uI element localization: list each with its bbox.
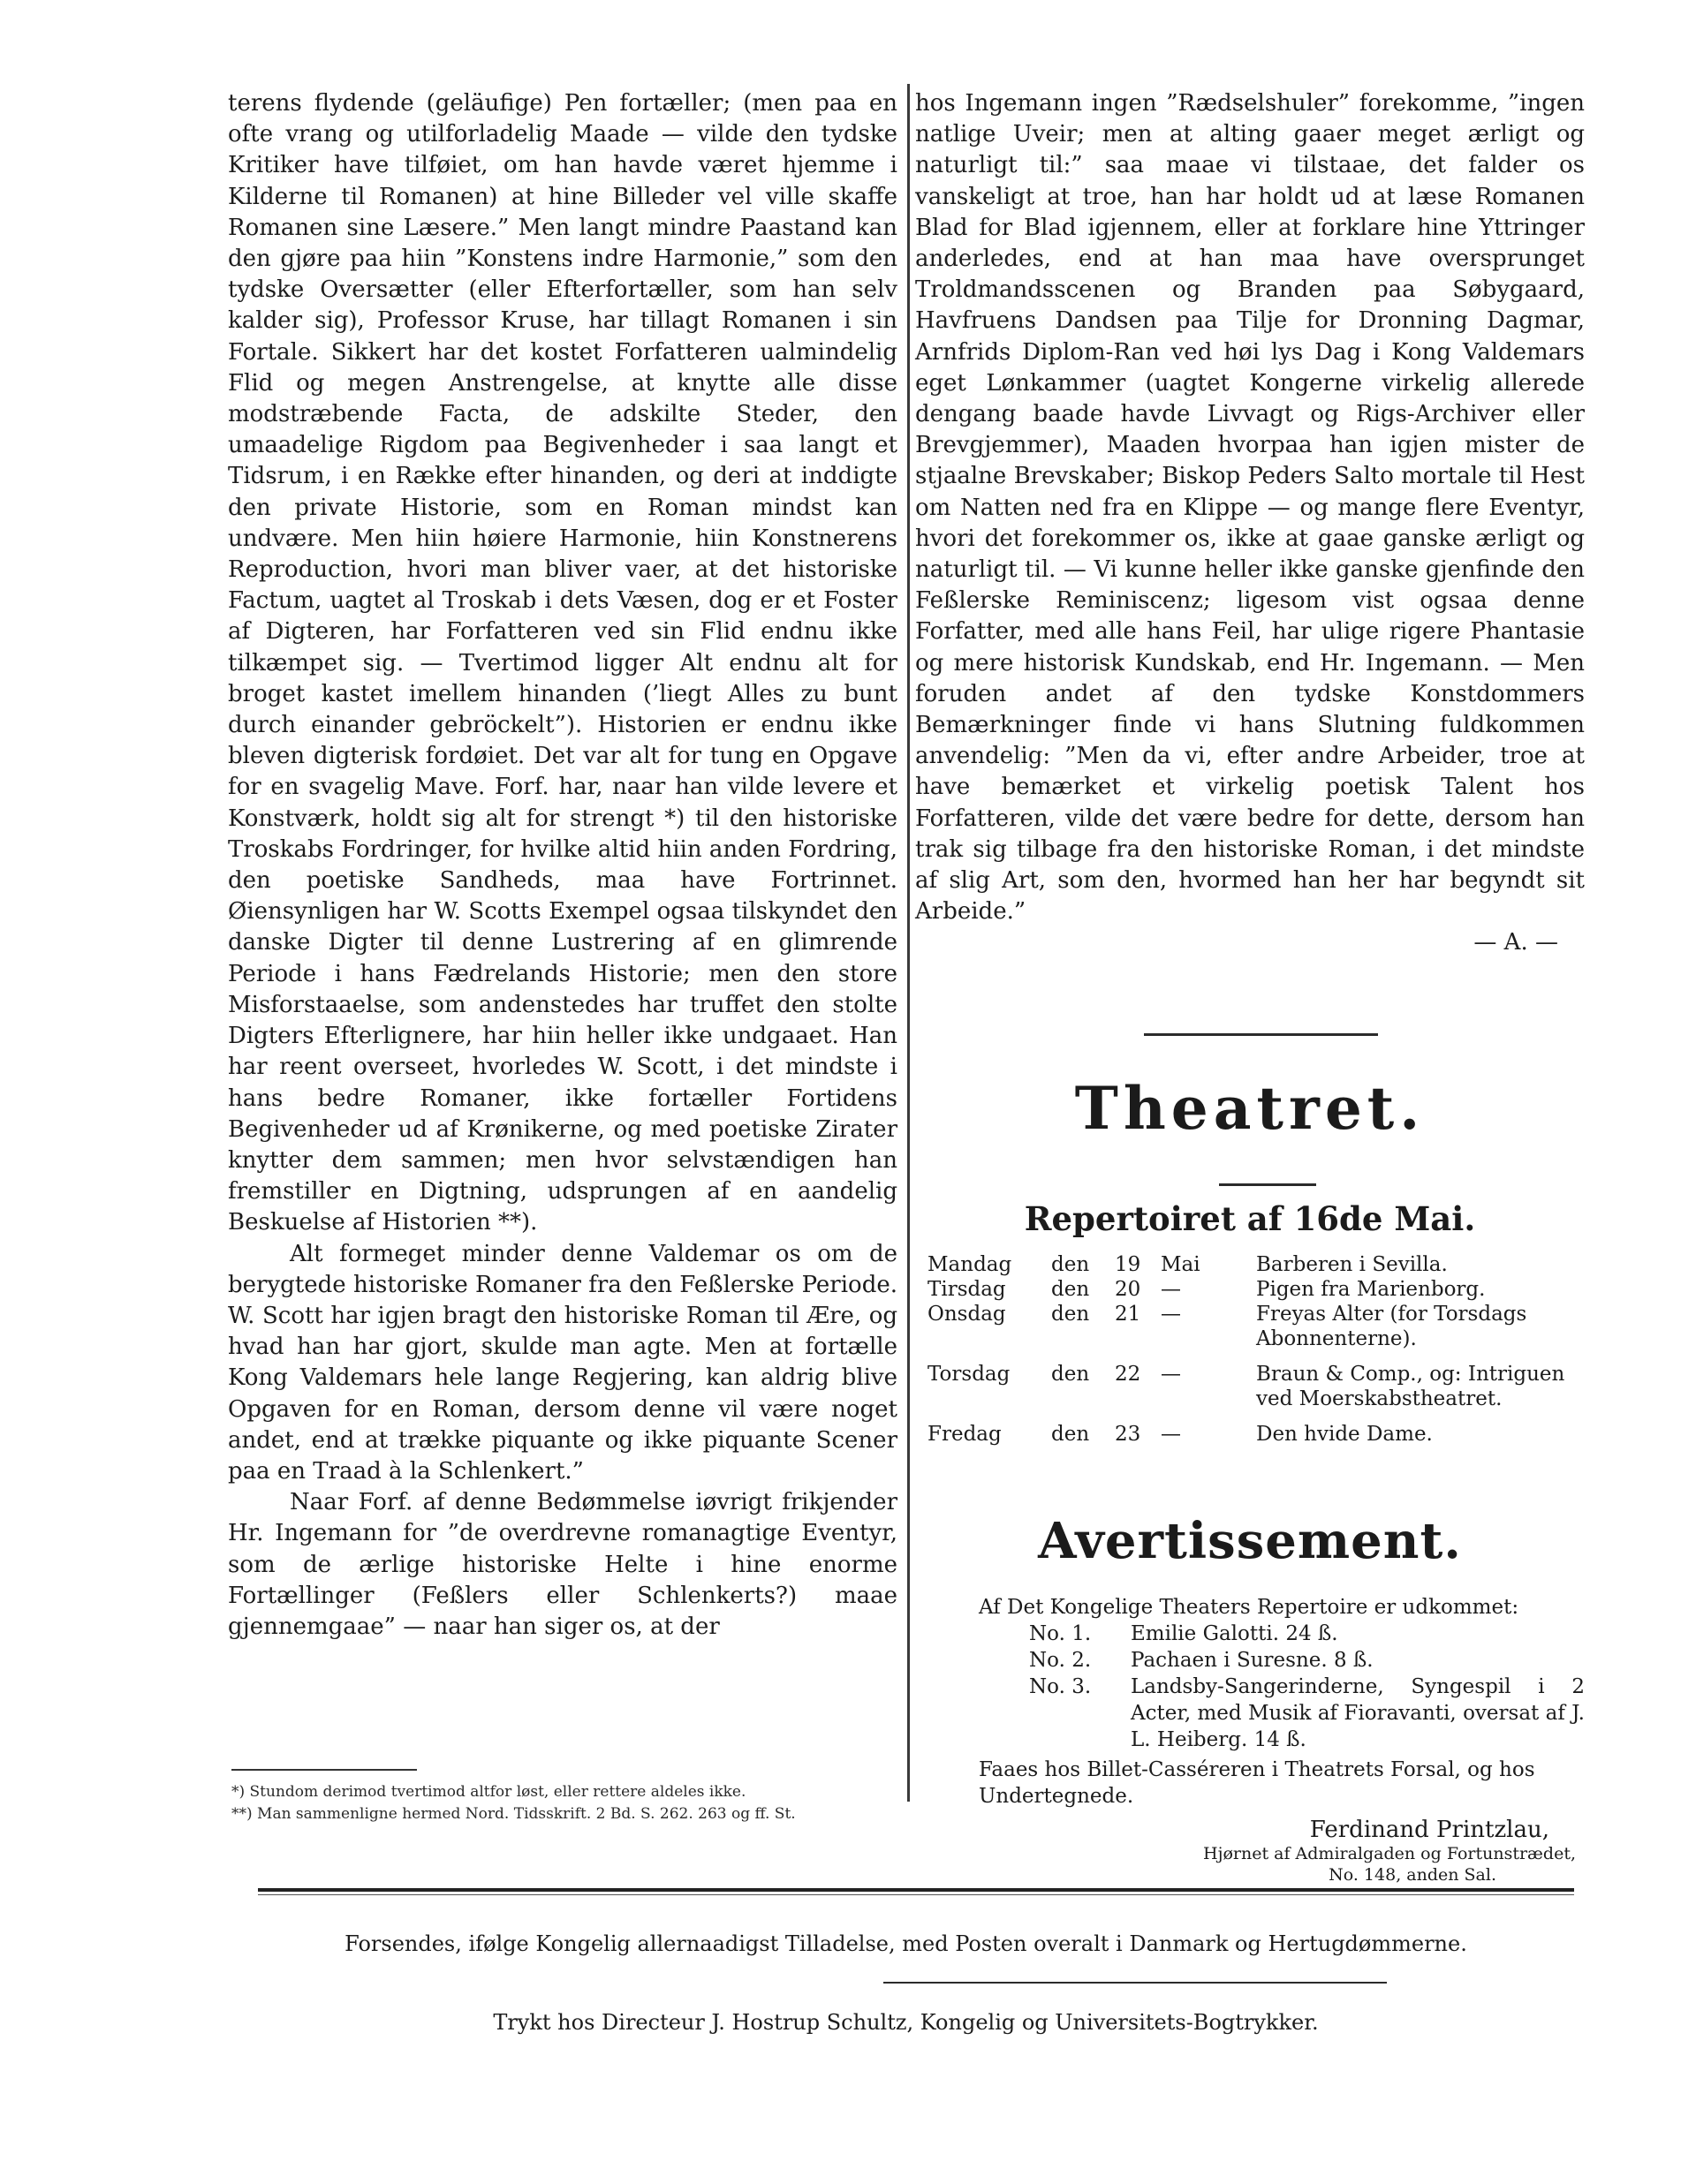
footnotes — [231, 1782, 903, 1826]
repertoire-row — [928, 1252, 1581, 1277]
rep-den: den — [1051, 1253, 1090, 1276]
repertoire-row — [928, 1411, 1581, 1447]
rep-date: 19 — [1115, 1253, 1141, 1276]
rep-month: — — [1161, 1303, 1181, 1326]
article-continuation: hos Ingemann ingen ”Rædselshuler” forekomme, ”ingen natlige Uveir; men at alting gaaer meget ærligt og naturligt til:” saa maae vi tilstaae, det falder os vanskeligt at troe, han har holdt ud at læse Romanen Blad for Blad igjennem, eller at forklare hine Yttringer anderledes, end at han maa have oversprunget Troldmandsscenen og Branden paa Søbygaard, Havfruens Dandsen paa Tilje for Dronning Dagmar, Arnfrids Diplom-Ran ved høi lys Dag i Kong Valdemars eget Lønkammer (uagtet Kongerne virkelig allerede dengang baade havde Livvagt og Rigs-Archiver eller Brevgjemmer), Maaden hvorpaa han igjen mister de stjaalne Brevskaber; Biskop Peders Salto mortale til Hest om Natten ned fra en Klippe — og mange flere Eventyr, hvori det forekommer os, ikke at gaae ganske ærligt og naturligt til. — Vi kunne heller ikke ganske gjenfinde den Feßlerske Reminiscenz; ligesom vist ogsaa denne Forfatter, med alle hans Feil, har ulige rigere Phantasie og mere historisk Kundskab, end Hr. Ingemann. — Men foruden andet af den tydske Konstdommers Bemærkninger finde vi hans Slutning fuldkommen anvendelig: ”Men da vi, efter andre Arbeider, troe at have bemærket et virkelig poetisk Talent hos Forfatteren, vilde det være bedre for dette, dersom han trak sig tilbage fra den historiske Roman, i det mindste af slig Art, som den, hvormed han her har begyndt sit Arbeide.” — [915, 90, 1585, 926]
rep-den: den — [1051, 1423, 1090, 1446]
rep-date: 23 — [1115, 1423, 1141, 1446]
rep-date: 20 — [1115, 1278, 1141, 1301]
rep-date: 22 — [1115, 1363, 1141, 1386]
rep-play: Braun & Comp., og: Intriguen ved Moerskabstheatret. — [1256, 1363, 1565, 1410]
rep-day: Mandag — [928, 1253, 1012, 1276]
ad-item — [928, 1674, 1585, 1753]
repertoire-heading: Repertoiret af 16de Mai. — [1024, 1199, 1476, 1238]
footer-divider — [883, 1982, 1387, 1984]
footer-rule-thin — [258, 1894, 1574, 1895]
rep-den: den — [1051, 1278, 1090, 1301]
rep-den: den — [1051, 1363, 1090, 1386]
article-paragraph: terens flydende (geläufige) Pen fortæller; (men paa en ofte vrang og utilforladelig Maade — vilde den tydske Kritiker have tilføiet, om han havde været hjemme i Kilderne til Romanen) at hine Billeder vel ville skaffe Romanen sine Læsere.” Men langt mindre Paastand kan den gjøre paa hiin ”Konstens indre Harmonie,” som den tydske Oversætter (eller Efterfortæller, som han selv kalder sig), Professor Kruse, har tillagt Romanen i sin Fortale. Sikkert har det kostet Forfatteren ualmindelig Flid og megen Anstrengelse, at knytte alle disse modstræbende Facta, de adskilte Steder, den umaadelige Rigdom paa Begivenheder i saa langt et Tidsrum, i en Række efter hinanden, og deri at inddigte den private Historie, som en Roman mindst kan undvære. Men hiin høiere Harmonie, hiin Konstnerens Reproduction, hvori man bliver vaer, at det historiske Factum, uagtet al Troskab i dets Væsen, dog er et Foster af Digteren, har Forfatteren ved sin Flid endnu ikke tilkæmpet sig. — Tvertimod ligger Alt endnu alt for broget kastet imellem hinanden (’liegt Alles zu bunt durch einander gebröckelt”). Historien er endnu ikke bleven digterisk fordøiet. Det var alt for tung en Opgave for en svagelig Mave. Forf. har, naar han vilde levere et Konstværk, holdt sig alt for strengt *) til den historiske Troskabs Fordringer, for hvilke altid hiin anden Fordring, den poetiske Sandheds, maa have Fortrinnet. Øiensynligen har W. Scotts Exempel ogsaa tilskyndet den danske Digter til denne Lustrering af en glimrende Periode i hans Fædrelands Historie; men den store Misforstaaelse, som andenstedes har truffet den stolte Digters Efterlignere, har hiin heller ikke undgaaet. Han har reent overseet, hvorledes W. Scott, i det mindste i hans bedre Romaner, ikke fortæller Fortidens Begivenheder ud af Krønikerne, og med poetiske Zirater knytter dem sammen; men hvor selvstændigen han fremstiller en Digtning, udsprungen af en aandelig Beskuelse af Historien **). — [228, 90, 897, 1236]
rep-date: 21 — [1115, 1303, 1141, 1326]
rep-day: Torsdag — [928, 1363, 1011, 1386]
section-divider — [1219, 1183, 1316, 1186]
footer-rule — [258, 1888, 1574, 1892]
ad-item — [928, 1621, 1585, 1647]
ad-item-text: Emilie Galotti. 24 ß. — [1131, 1622, 1338, 1645]
ad-item-text: Landsby-Sangerinderne, Syngespil i 2 Acter, med Musik af Fioravanti, oversat af J. L. Heiberg. 14 ß. — [1131, 1675, 1585, 1751]
distribution-notice: Forsendes, ifølge Kongelig allernaadigst Tilladelse, med Posten overalt i Danmark og Hertugdømmerne. — [344, 1931, 1467, 1956]
left-column — [228, 88, 897, 1643]
column-divider — [907, 84, 910, 1802]
footnote-1: *) Stundom derimod tvertimod altfor løst, eller rettere aldeles ikke. — [231, 1783, 746, 1801]
ad-signature: Ferdinand Printzlau, — [1309, 1817, 1549, 1843]
right-column — [915, 88, 1585, 959]
rep-play: Pigen fra Marienborg. — [1256, 1278, 1486, 1301]
ad-item-text: Pachaen i Suresne. 8 ß. — [1131, 1649, 1374, 1672]
repertoire-row — [928, 1351, 1581, 1411]
ad-item-number: No. 2. — [1029, 1649, 1092, 1672]
article-paragraph: Naar Forf. af denne Bedømmelse iøvrigt frikjender Hr. Ingemann for ”de overdrevne romanagtige Eventyr, som de ærlige historiske Helte i hine enorme Fortællinger (Feßlers eller Schlenkerts?) maae gjennemgaae” — naar han siger os, at der — [228, 1489, 897, 1640]
printer-imprint: Trykt hos Directeur J. Hostrup Schultz, Kongelig og Universitets-Bogtrykker. — [493, 2010, 1319, 2035]
rep-play: Den hvide Dame. — [1256, 1423, 1433, 1446]
repertoire-table — [928, 1252, 1581, 1447]
theatre-heading: Theatret. — [1074, 1074, 1426, 1143]
ad-availability: Faaes hos Billet-Casséreren i Theatrets Forsal, og hos Undertegnede. — [979, 1758, 1535, 1808]
ad-address-line: No. 148, anden Sal. — [1329, 1865, 1496, 1885]
rep-day: Tirsdag — [928, 1278, 1006, 1301]
rep-day: Fredag — [928, 1423, 1002, 1446]
repertoire-row — [928, 1302, 1581, 1351]
rep-month: — — [1161, 1423, 1181, 1446]
ad-item-number: No. 3. — [1029, 1675, 1092, 1698]
ad-address-line: Hjørnet af Admiralgaden og Fortunstrædet, — [1203, 1844, 1576, 1863]
rep-month: — — [1161, 1278, 1181, 1301]
rep-day: Onsdag — [928, 1303, 1006, 1326]
rep-month: — — [1161, 1363, 1181, 1386]
rep-den: den — [1051, 1303, 1090, 1326]
rep-play: Freyas Alter (for Torsdags Abonnenterne). — [1256, 1303, 1527, 1350]
rep-month: Mai — [1161, 1253, 1200, 1276]
advertisement-heading: Avertissement. — [1038, 1512, 1462, 1570]
footnote-divider — [231, 1769, 417, 1771]
repertoire-row — [928, 1277, 1581, 1302]
article-signature: — A. — — [1473, 929, 1558, 956]
article-paragraph: Alt formeget minder denne Valdemar os om de berygtede historiske Romaner fra den Feßlerske Periode. W. Scott har igjen bragt den historiske Roman til Ære, og hvad han har gjort, skulde man agte. Men at fortælle Kong Valdemars hele lange Regjering, kan aldrig blive Opgaven for en Roman, dersom denne vil være noget andet, end at trække piquante og ikke piquante Scener paa en Traad à la Schlenkert.” — [228, 1240, 897, 1485]
ad-item — [928, 1647, 1585, 1674]
ad-intro: Af Det Kongelige Theaters Repertoire er udkommet: — [979, 1596, 1519, 1619]
section-divider — [1144, 1033, 1378, 1036]
footnote-2: **) Man sammenligne hermed Nord. Tidsskrift. 2 Bd. S. 262. 263 og ff. St. — [231, 1805, 796, 1823]
rep-play: Barberen i Sevilla. — [1256, 1253, 1448, 1276]
ad-item-number: No. 1. — [1029, 1622, 1092, 1645]
advertisement-body — [928, 1594, 1585, 1885]
